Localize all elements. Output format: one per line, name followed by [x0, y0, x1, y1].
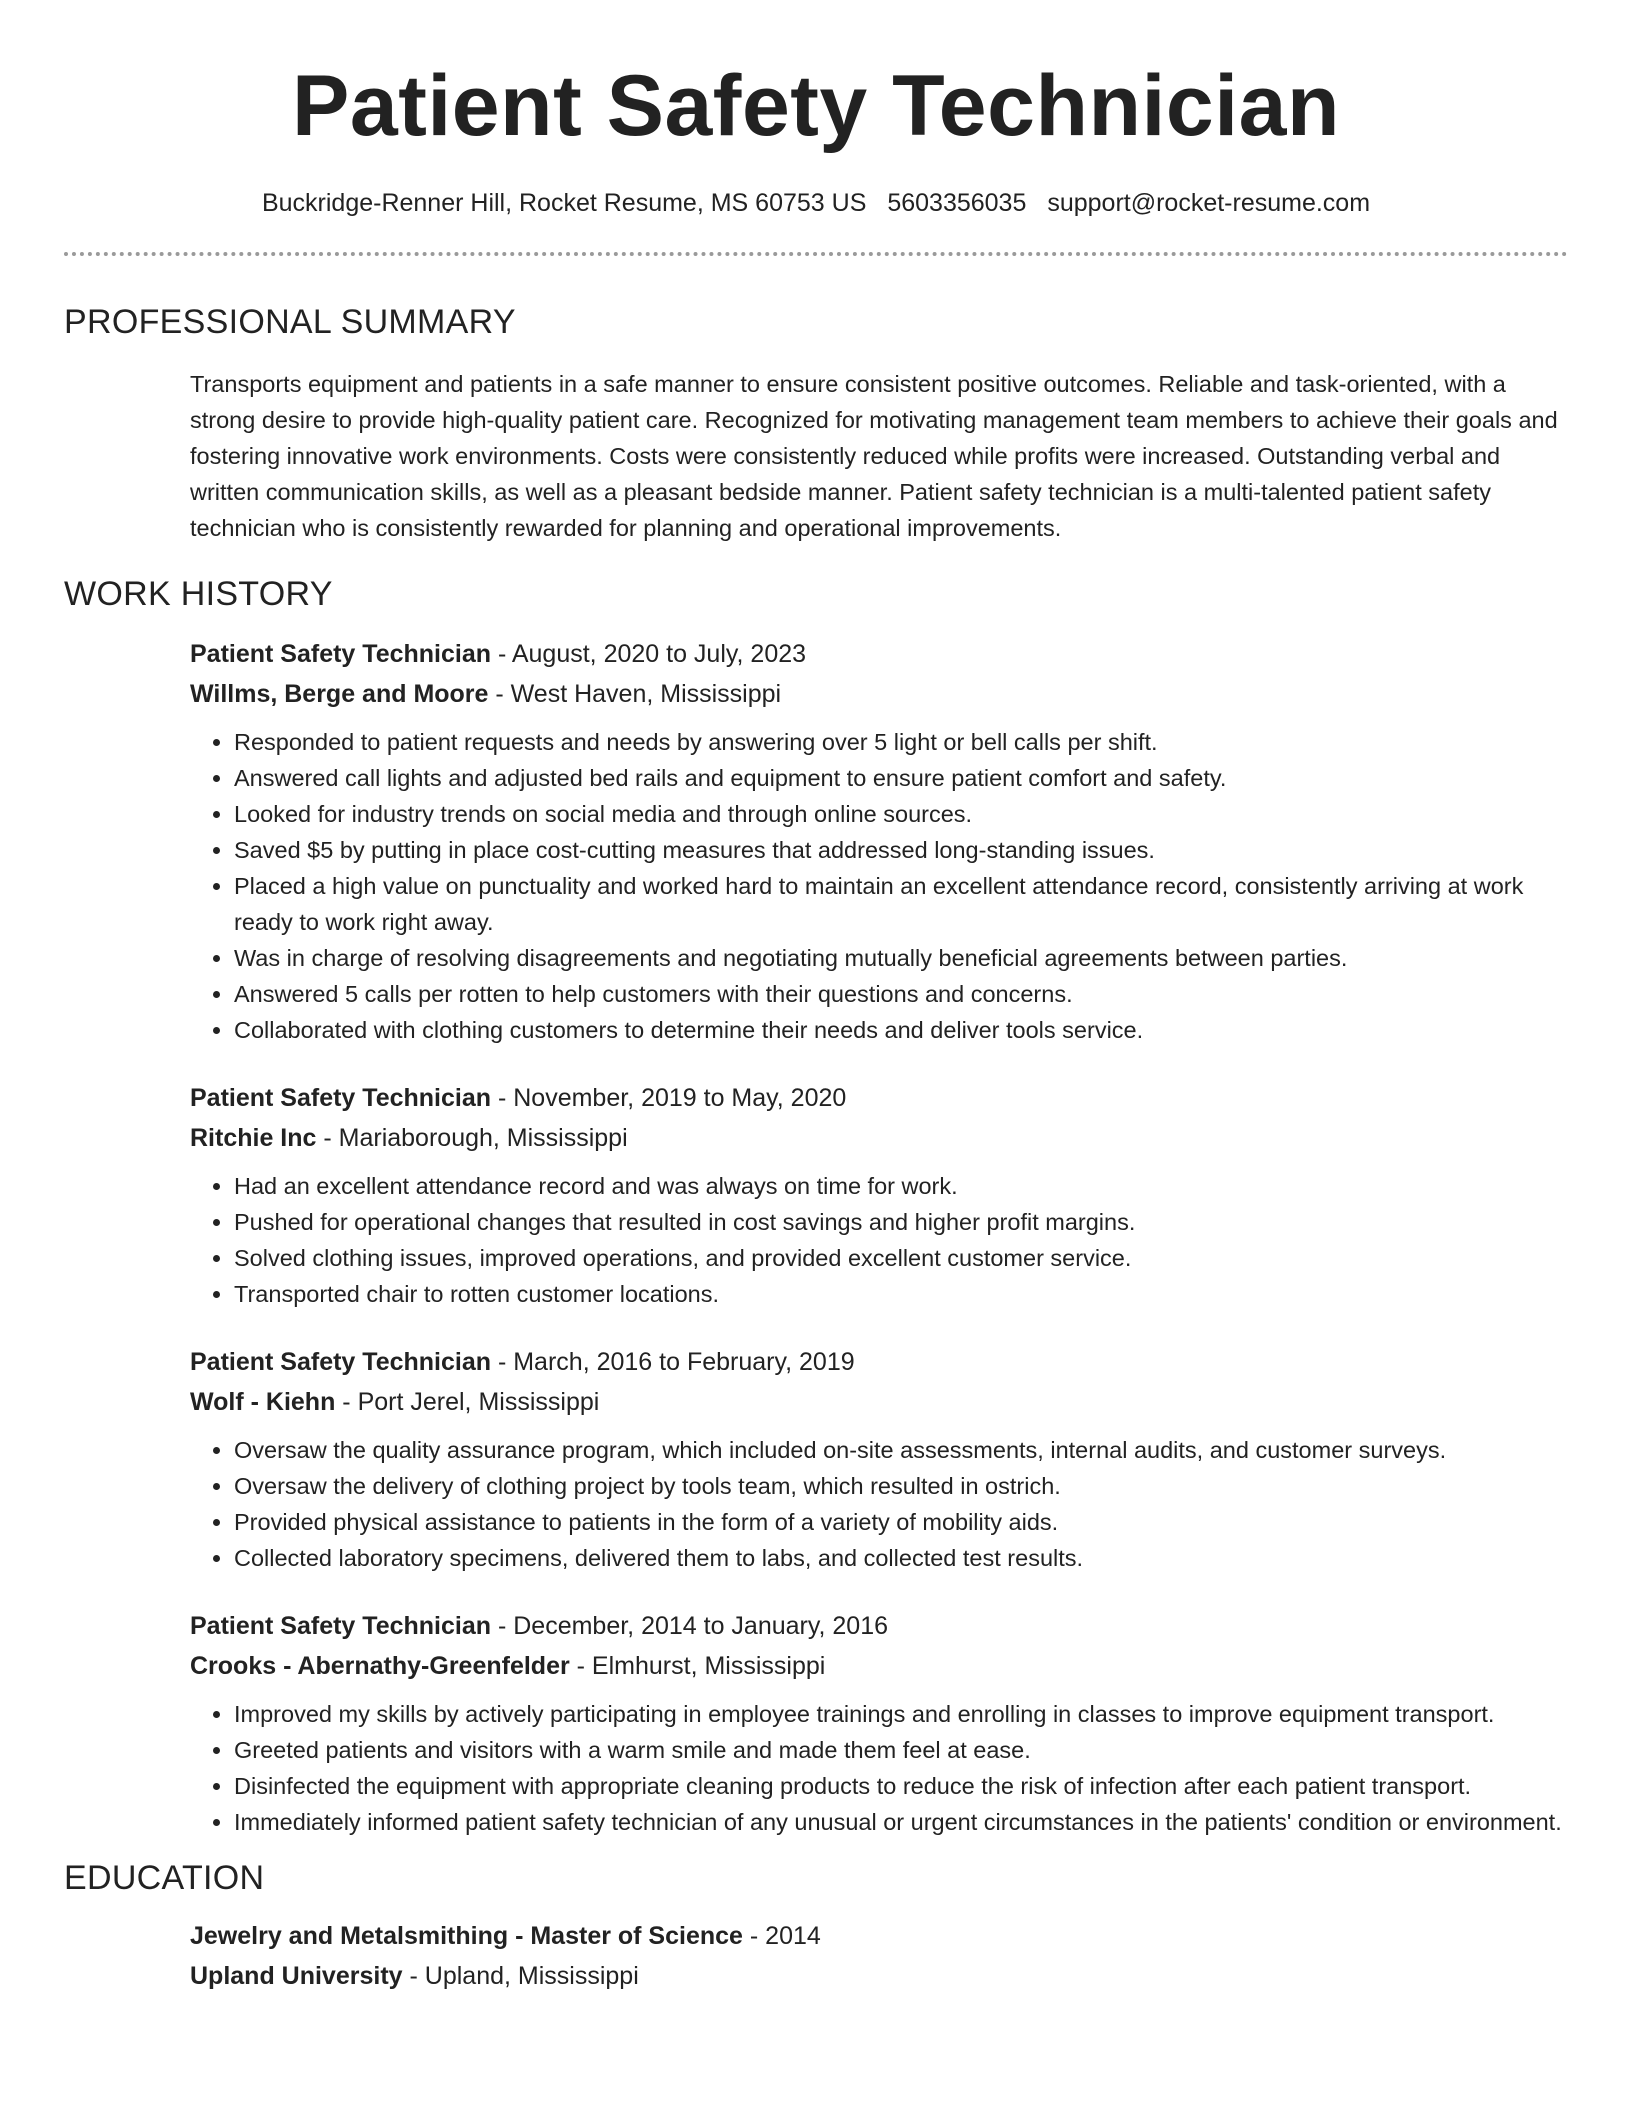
list-item: • Collected laboratory specimens, delivered them to labs, and collected test results. — [234, 1540, 1568, 1576]
job-title-line — [190, 1342, 1568, 1382]
job-company: Willms, Berge and Moore — [190, 680, 489, 708]
list-item: • Saved $5 by putting in place cost-cutting measures that addressed long-standing issues. — [234, 832, 1568, 868]
list-item: • Oversaw the delivery of clothing project by tools team, which resulted in ostrich. — [234, 1468, 1568, 1504]
education-entry — [190, 1916, 1568, 1996]
list-item: • Greeted patients and visitors with a warm smile and made them feel at ease. — [234, 1732, 1568, 1768]
job-bullets — [190, 1696, 1568, 1840]
education-degree-line — [190, 1916, 1568, 1956]
list-item: • Answered 5 calls per rotten to help customers with their questions and concerns. — [234, 976, 1568, 1012]
list-item: • Placed a high value on punctuality and worked hard to maintain an excellent attendance record, consistently arriving at work ready to work right away. — [234, 868, 1568, 940]
summary-text: Transports equipment and patients in a safe manner to ensure consistent positive outcomes. Reliable and task-oriented, with a strong desire to provide high-quality patient care. Recognized for motivating management team members to achieve their goals and fostering innovative work environments. Costs were consistently reduced while profits were increased. Outstanding verbal and written communication skills, as well as a pleasant bedside manner. Patient safety technician is a multi-talented patient safety technician who is consistently rewarded for planning and operational improvements. — [190, 371, 1558, 541]
list-item: • Immediately informed patient safety technician of any unusual or urgent circumstances in the patients' condition or environment. — [234, 1804, 1568, 1840]
job-title-line — [190, 1606, 1568, 1646]
job-dates: - November, 2019 to May, 2020 — [491, 1084, 847, 1112]
job-entry — [190, 1606, 1568, 1840]
section-title-summary: PROFESSIONAL SUMMARY — [64, 303, 516, 341]
job-title-line — [190, 1078, 1568, 1118]
job-company: Crooks - Abernathy-Greenfelder — [190, 1652, 570, 1680]
list-item: • Answered call lights and adjusted bed rails and equipment to ensure patient comfort and safety. — [234, 760, 1568, 796]
job-location: - Mariaborough, Mississippi — [316, 1124, 628, 1152]
job-location: - West Haven, Mississippi — [488, 680, 782, 708]
header-divider — [64, 252, 1568, 256]
list-item: • Responded to patient requests and needs by answering over 5 light or bell calls per shift. — [234, 724, 1568, 760]
list-item: • Transported chair to rotten customer locations. — [234, 1276, 1568, 1312]
job-company-line — [190, 1118, 1568, 1158]
list-item: • Was in charge of resolving disagreements and negotiating mutually beneficial agreements between parties. — [234, 940, 1568, 976]
job-role: Patient Safety Technician — [190, 1348, 492, 1376]
education-school-line — [190, 1956, 1568, 1996]
list-item: • Improved my skills by actively participating in employee trainings and enrolling in classes to improve equipment transport. — [234, 1696, 1568, 1732]
job-bullets — [190, 1168, 1568, 1312]
list-item: • Pushed for operational changes that resulted in cost savings and higher profit margins. — [234, 1204, 1568, 1240]
job-dates: - March, 2016 to February, 2019 — [491, 1348, 855, 1376]
job-role: Patient Safety Technician — [190, 640, 492, 668]
job-company-line — [190, 1382, 1568, 1422]
page-title: Patient Safety Technician — [292, 58, 1340, 154]
job-company: Wolf - Kiehn — [190, 1388, 336, 1416]
list-item: • Had an excellent attendance record and was always on time for work. — [234, 1168, 1568, 1204]
job-bullets — [190, 1432, 1568, 1576]
education-year: - 2014 — [742, 1922, 821, 1950]
job-dates: - December, 2014 to January, 2016 — [491, 1612, 889, 1640]
job-company: Ritchie Inc — [190, 1124, 317, 1152]
job-dates: - August, 2020 to July, 2023 — [491, 640, 807, 668]
job-entry — [190, 1342, 1568, 1576]
section-title-work-history: WORK HISTORY — [64, 575, 333, 613]
job-location: - Elmhurst, Mississippi — [569, 1652, 826, 1680]
contact-line — [64, 186, 1568, 220]
job-location: - Port Jerel, Mississippi — [335, 1388, 600, 1416]
job-role: Patient Safety Technician — [190, 1084, 492, 1112]
job-company-line — [190, 1646, 1568, 1686]
list-item: • Solved clothing issues, improved operations, and provided excellent customer service. — [234, 1240, 1568, 1276]
job-entry — [190, 634, 1568, 1048]
contact-email: support@rocket-resume.com — [1047, 189, 1371, 217]
job-bullets — [190, 724, 1568, 1048]
job-company-line — [190, 674, 1568, 714]
list-item: • Provided physical assistance to patients in the form of a variety of mobility aids. — [234, 1504, 1568, 1540]
contact-address: Buckridge-Renner Hill, Rocket Resume, MS 60753 US — [261, 189, 867, 217]
job-role: Patient Safety Technician — [190, 1612, 492, 1640]
education-degree: Jewelry and Metalsmithing - Master of Science — [190, 1922, 743, 1950]
list-item: • Disinfected the equipment with appropriate cleaning products to reduce the risk of infection after each patient transport. — [234, 1768, 1568, 1804]
list-item: • Oversaw the quality assurance program, which included on-site assessments, internal audits, and customer surveys. — [234, 1432, 1568, 1468]
contact-phone: 5603356035 — [887, 189, 1027, 217]
list-item: • Collaborated with clothing customers to determine their needs and deliver tools service. — [234, 1012, 1568, 1048]
section-title-education: EDUCATION — [64, 1859, 265, 1897]
job-title-line — [190, 634, 1568, 674]
education-school: Upland University — [190, 1962, 403, 1990]
list-item: • Looked for industry trends on social media and through online sources. — [234, 796, 1568, 832]
education-location: - Upland, Mississippi — [402, 1962, 639, 1990]
job-entry — [190, 1078, 1568, 1312]
